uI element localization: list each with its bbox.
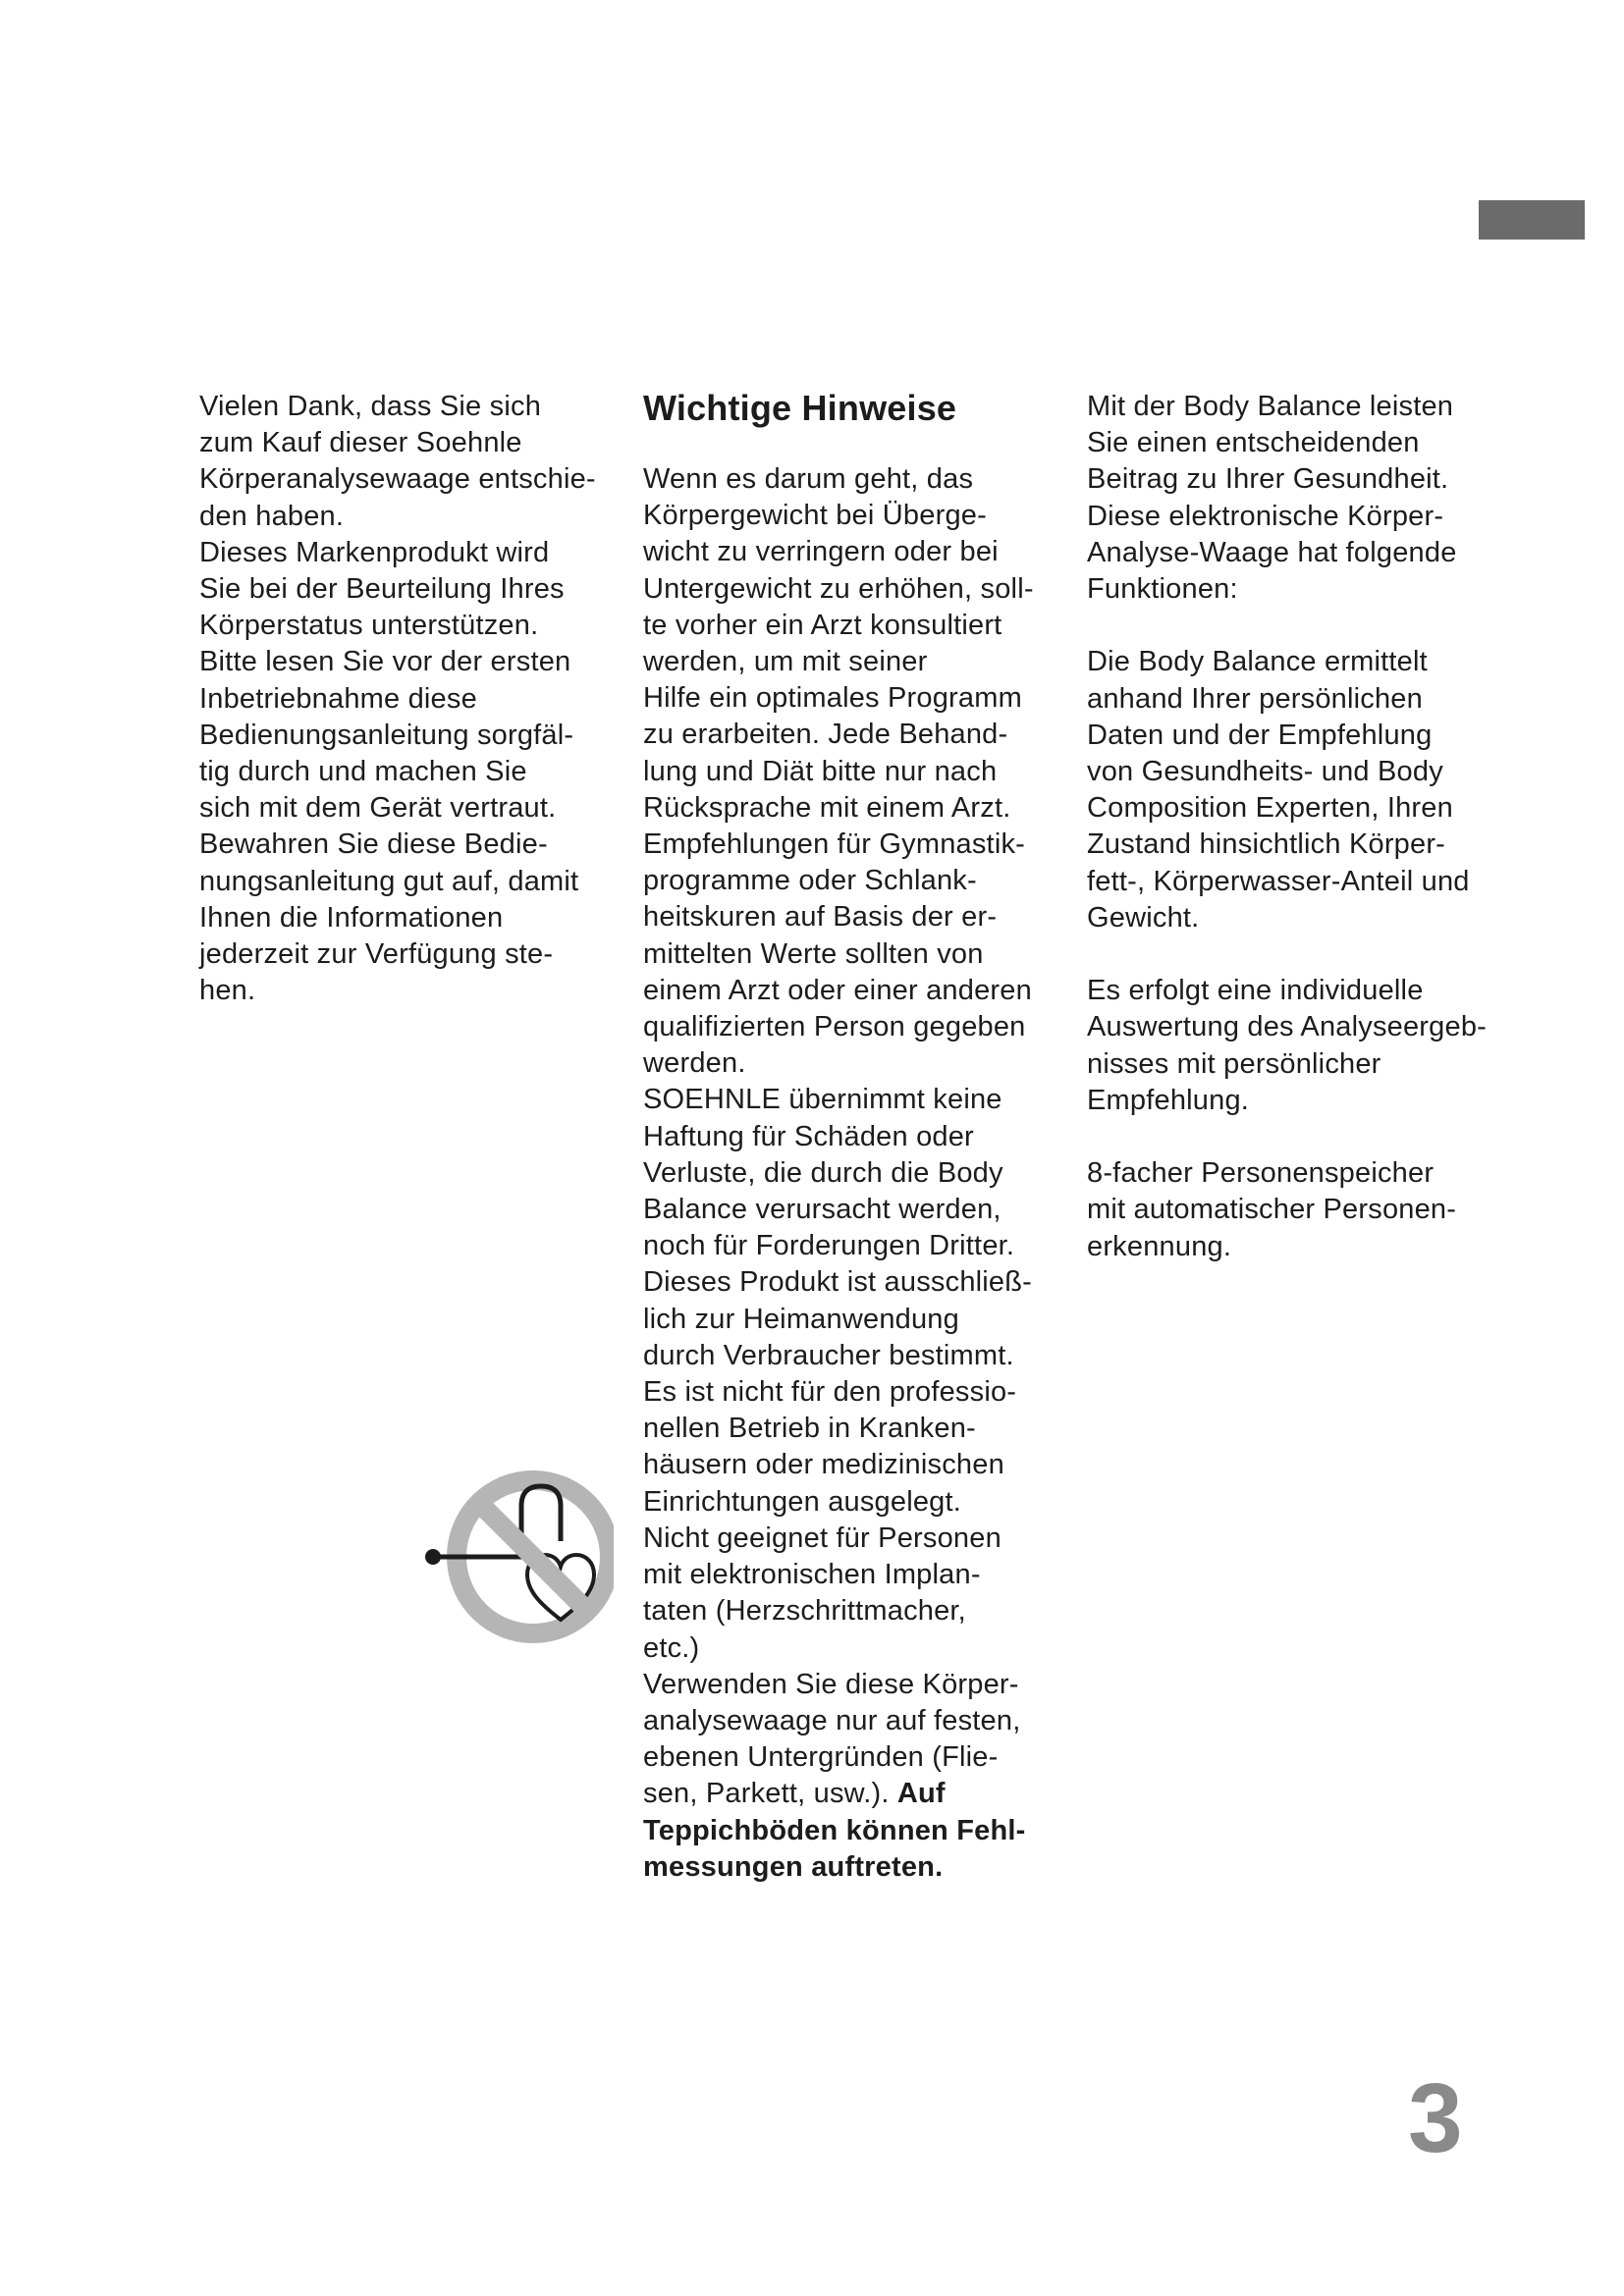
notes-warning-bold: Auf Teppichböden können Fehl- messungen auftreten. bbox=[643, 1778, 1026, 1883]
functions-column bbox=[1087, 389, 1499, 1265]
functions-paragraph-2: Die Body Balance ermittelt anhand Ihrer persönlichen Daten und der Empfehlung von Gesundheits- und Body Composition Experten, Ihren Zustand hinsichtlich Körper- fett-, Körperwasser-Anteil und Gewicht. bbox=[1087, 646, 1470, 934]
notes-paragraph-5: Nicht geeignet für Personen mit elektronischen Implan- taten (Herzschrittmacher, etc.) bbox=[643, 1522, 1001, 1664]
notes-heading: Wichtige Hinweise bbox=[643, 388, 957, 428]
intro-paragraph-2: Dieses Markenprodukt wird Sie bei der Beurteilung Ihres Körperstatus unterstützen. bbox=[199, 536, 565, 642]
notes-paragraph-4: Dieses Produkt ist ausschließ- lich zur Heimanwendung durch Verbraucher bestimmt. Es ist nicht für den professio- nellen Betrieb in Kranken- häusern oder medizinischen Einrichtungen ausgelegt. bbox=[643, 1266, 1033, 1518]
intro-paragraph-4: Bewahren Sie diese Bedie- nungsanleitung gut auf, damit Ihnen die Informationen jederzeit zur Verfügung ste- hen. bbox=[199, 828, 579, 1007]
notes-paragraph-6: Verwenden Sie diese Körper- analysewaage nur auf festen, ebenen Untergründen (Flie- sen, Parkett, usw.). Auf Teppichböden können Fehl- messungen auftreten. bbox=[643, 1668, 1026, 1883]
intro-paragraph-3: Bitte lesen Sie vor der ersten Inbetriebnahme diese Bedienungsanleitung sorgfäl- tig durch und machen Sie sich mit dem Gerät vertraut. bbox=[199, 646, 574, 825]
functions-paragraph-4: 8-facher Personenspeicher mit automatischer Personen- erkennung. bbox=[1087, 1157, 1457, 1262]
intro-paragraph-1: Vielen Dank, dass Sie sich zum Kauf dieser Soehnle Körperanalysewaage entschie- den haben. bbox=[199, 391, 596, 532]
notes-paragraph-3: SOEHNLE übernimmt keine Haftung für Schäden oder Verluste, die durch die Body Balance verursacht werden, noch für Forderungen Dritter. bbox=[643, 1084, 1015, 1262]
functions-paragraph-1: Mit der Body Balance leisten Sie einen entscheidenden Beitrag zu Ihrer Gesundheit. Diese elektronische Körper- Analyse-Waage hat folgende Funktionen: bbox=[1087, 391, 1457, 606]
notes-paragraph-2: Empfehlungen für Gymnastik- programme oder Schlank- heitskuren auf Basis der er- mittelten Werte sollten von einem Arzt oder einer anderen qualifizierten Person gegeben werden. bbox=[643, 828, 1032, 1080]
page-number: 3 bbox=[1408, 2063, 1463, 2173]
intro-column bbox=[199, 389, 612, 1009]
no-pacemaker-icon bbox=[417, 1463, 614, 1649]
section-tab-marker bbox=[1479, 200, 1585, 240]
functions-paragraph-3: Es erfolgt eine individuelle Auswertung des Analyseergeb- nisses mit persönlicher Empfehlung. bbox=[1087, 975, 1488, 1116]
notes-column bbox=[643, 389, 1056, 1886]
notes-paragraph-1: Wenn es darum geht, das Körpergewicht bei Überge- wicht zu verringern oder bei Untergewicht zu erhöhen, soll- te vorher ein Arzt konsultiert werden, um mit seiner Hilfe ein optimales Programm zu erarbeiten. Jede Behand- lung und Diät bitte nur nach Rücksprache mit einem Arzt. bbox=[643, 463, 1034, 824]
